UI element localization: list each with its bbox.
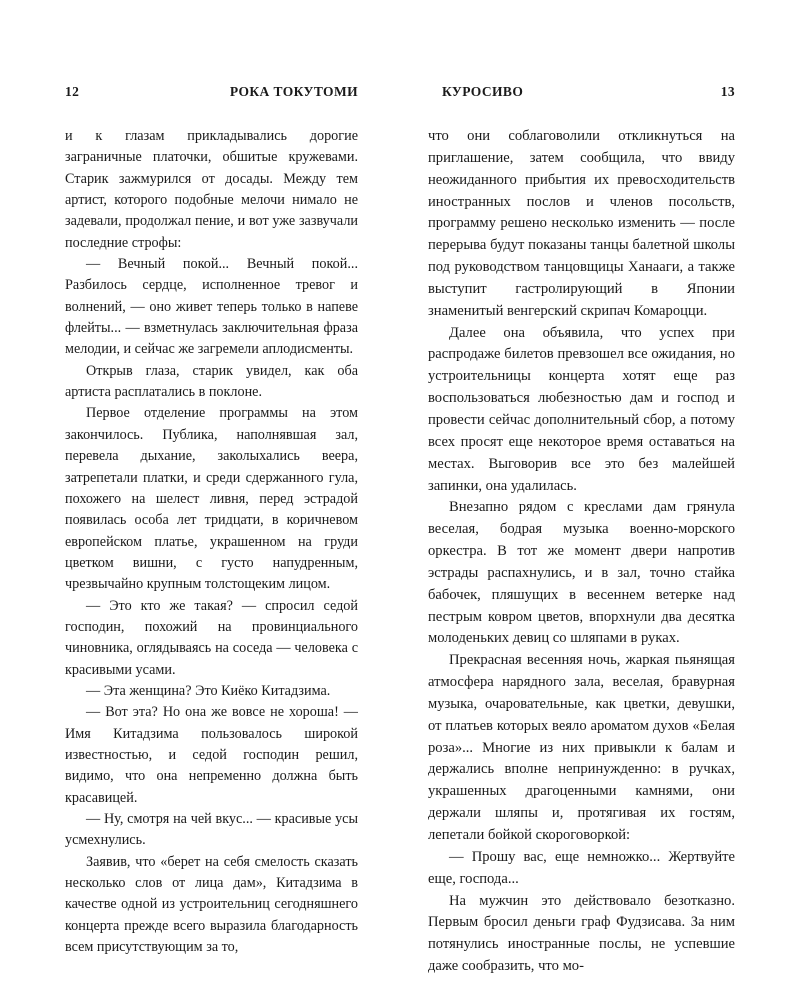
right-page-header [400,84,800,104]
left-page-text [65,126,358,958]
paragraph: Первое отделение программы на этом закончилось. Публика, наполнявшая зал, перевела дыхание, заколыхались веера, затрепетали платки, и среди сдержанного гула, похожего на шелест ливня, перед эстрадой появилась особа лет тридцати, в коричневом европейском платье, украшенном на груди цветком вишни, с густо напудренным, чрезвычайно крупным толстощеким лицом. [65,405,358,593]
right-page-text [428,126,735,978]
paragraph: Открыв глаза, старик увидел, как оба артиста расплатались в поклоне. [65,362,358,401]
paragraph: — Эта женщина? Это Киёко Китадзима. [86,682,331,699]
right-page [400,0,800,1000]
paragraph: — Прошу вас, еще немножко... Жертвуйте еще, господа... [428,848,735,887]
paragraph: — Ну, смотря на чей вкус... — красивые усы усмехнулись. [65,811,358,849]
running-head-author: РОКА ТОКУТОМИ [229,84,358,99]
left-page-header [0,84,400,104]
paragraph: — Это кто же такая? — спросил седой господин, похожий на провинциального чиновника, оглядываясь на соседа — человека с красивыми усами. [65,597,358,678]
paragraph: Заявив, что «берет на себя смелость сказать несколько слов от лица дам», Китадзима в качестве одной из устроительниц сегодняшнего концерта прежде всего выразила благодарность всем присутствующим за то, [65,853,358,956]
paragraph: Прекрасная весенняя ночь, жаркая пьянящая атмосфера нарядного зала, веселая, бравурная музыка, очаровательные, как цветки, девушки, от платьев которых веяло ароматом духов «Белая роза»... Многие из них привыкли к балам и держались вполне непринужденно: в ручках, украшенных драгоценными камнями, они держали шляпы и, протягивая их гостям, лепетали бойкой скороговоркой: [428,652,735,843]
paragraph: и к глазам прикладывались дорогие заграничные платочки, обшитые кружевами. Старик зажмурился от досады. Между тем артист, которого подобные мелочи нимало не задевали, продолжал пение, и вот уже зазвучали последние строфы: [65,128,358,251]
page-number: 12 [65,84,80,99]
paragraph: На мужчин это действовало безотказно. Первым бросил деньги граф Фудзисава. За ним потянулись иностранные послы, не успевшие даже сообразить, что мо- [428,892,735,975]
page-number: 13 [720,84,735,99]
paragraph: — Вечный покой... Вечный покой... Разбилось сердце, исполненное тревог и волнений, — оно живет теперь только в напеве флейты... — взметнулась заключительная фраза мелодии, и сейчас же загремели аплодисменты. [65,256,358,358]
paragraph: что они соблаговолили откликнуться на приглашение, затем сообщила, что ввиду неожиданного прибытия их превосходительств иностранных послов и членов посольств, программу решено несколько изменить — после перерыва будут показаны танцы балетной школы под руководством танцовщицы Ханааги, а также выступит гастролирующий в Японии знаменитый венгерский скрипач Комароцци. [428,128,735,319]
paragraph: Далее она объявила, что успех при распродаже билетов превзошел все ожидания, но устроительницы концерта хотят еще раз воспользоваться любезностью дам и господ и провести сейчас дополнительный сбор, а потому всех просят еще некоторое время оставаться на местах. Выговорив все это без малейшей запинки, она удалилась. [428,324,735,494]
paragraph: Внезапно рядом с креслами дам грянула веселая, бодрая музыка военно-морского оркестра. В тот же момент двери напротив эстрады распахнулись, и в зал, точно стайка бабочек, пляшущих в весеннем ветерке над пестрым ковром цветов, впорхнули два десятка молоденьких девиц со шляпами в руках. [428,499,735,647]
paragraph: — Вот эта? Но она же вовсе не хороша! — Имя Китадзима пользовалось широкой известностью, и седой господин решил, видимо, что она непременно должна быть красавицей. [65,704,358,806]
running-head-title: КУРОСИВО [442,84,524,99]
